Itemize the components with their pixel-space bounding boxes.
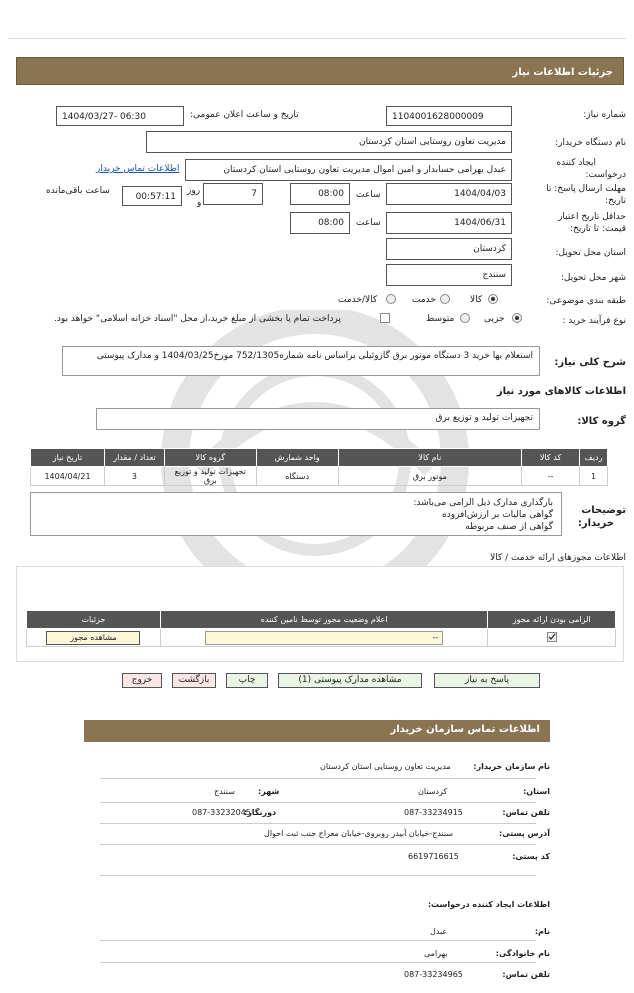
process-medium-radio[interactable] xyxy=(460,313,470,323)
announce-field: 1404/03/27- 06:30 xyxy=(56,106,184,126)
buyer-note-line: گواهی از صنف مربوطه xyxy=(465,522,553,532)
cell-permit-details xyxy=(27,629,161,647)
exit-button[interactable]: خروج xyxy=(122,673,162,688)
buyer-note-line: گواهی مالیات بر ارزش‌افزوده xyxy=(442,510,553,520)
category-service-label: خدمت xyxy=(412,295,436,305)
announce-label: تاریخ و ساعت اعلان عمومی: xyxy=(190,110,299,120)
remaining-time-field: 00:57:11 xyxy=(122,186,182,206)
contact-phone-label: تلفن تماس: xyxy=(502,808,550,817)
table-row xyxy=(27,629,616,647)
permits-table xyxy=(26,610,616,647)
cell-date: 1404/04/21 xyxy=(31,467,105,486)
cell-row: 1 xyxy=(580,467,608,486)
process-partial-radio[interactable] xyxy=(512,313,522,323)
contact-province-label: استان: xyxy=(523,787,550,796)
col-code: کد کالا xyxy=(522,449,580,467)
city-field: سنندج xyxy=(386,264,512,286)
creator-field: عبدل بهرامی حسابدار و امین اموال مدیریت تعاون روستایی استان کردستان xyxy=(185,159,512,181)
col-permit-details: جزئیات xyxy=(27,611,161,629)
view-attachments-button[interactable]: مشاهده مدارک پیوستی (1) xyxy=(278,673,422,688)
creator-last-name-value: بهرامی xyxy=(424,949,448,958)
process-medium-label: متوسط xyxy=(426,314,455,324)
contact-org-value: مدیریت تعاون روستایی استان کردستان xyxy=(320,762,451,771)
creator-info-title: اطلاعات ایجاد کننده درخواست: xyxy=(427,900,550,909)
category-both-radio[interactable] xyxy=(386,294,396,304)
creator-label-2: درخواست: xyxy=(585,170,626,180)
contact-city-value: سنندج xyxy=(214,787,235,796)
contact-section-title: اطلاعات تماس سازمان خریدار xyxy=(84,720,550,742)
reply-button[interactable]: پاسخ به نیاز xyxy=(434,673,540,688)
creator-last-name-label: نام خانوادگی: xyxy=(495,949,550,958)
process-partial-label: جزیی xyxy=(484,314,505,324)
cell-code: -- xyxy=(522,467,580,486)
buyer-notes-box xyxy=(30,492,562,536)
category-both-label: کالا/خدمت xyxy=(338,295,378,305)
check-icon xyxy=(548,633,556,641)
deadline-time-label: ساعت xyxy=(356,190,381,200)
province-field: کردستان xyxy=(386,238,512,260)
validity-time-label: ساعت xyxy=(356,218,381,228)
contact-org-label: نام سازمان خریدار: xyxy=(473,762,550,771)
col-permit-status: اعلام وضعیت مجوز توسط نامین کننده xyxy=(160,611,488,629)
table-row xyxy=(31,467,608,486)
buyer-contact-link[interactable]: اطلاعات تماس خریدار xyxy=(96,164,180,174)
view-permit-button[interactable]: مشاهده مجوز xyxy=(46,631,140,645)
cell-unit: دستگاه xyxy=(256,467,338,486)
treasury-note: پرداخت تمام یا بخشی از مبلغ خرید،از محل "اسناد خزانه اسلامی" خواهد بود. xyxy=(54,314,342,324)
print-button[interactable]: چاپ xyxy=(226,673,268,688)
summary-label: شرح کلی نیاز: xyxy=(554,357,626,368)
creator-phone-label: تلفن تماس: xyxy=(502,970,550,979)
buyer-note-line: بارگذاری مدارک ذیل الزامی می‌باشد: xyxy=(413,498,553,508)
validity-label: حداقل تاریخ اعتبار xyxy=(558,212,626,222)
contact-fax-value: 087-33232045 xyxy=(192,808,251,817)
goods-group-field: تجهیزات تولید و توزیع برق xyxy=(96,408,540,430)
validity-label-2: قیمت: تا تاریخ: xyxy=(570,224,626,234)
need-number-field: 1104001628000009 xyxy=(386,106,512,126)
days-label: روز xyxy=(187,186,201,196)
goods-table xyxy=(30,448,608,486)
contact-postal-value: 6619716615 xyxy=(408,852,459,861)
cell-name: موتور برق xyxy=(338,467,522,486)
contact-province-value: کردستان xyxy=(418,787,448,796)
col-group: گروه کالا xyxy=(164,449,256,467)
back-button[interactable]: بازگشت xyxy=(172,673,216,688)
deadline-label-2: تاریخ: xyxy=(605,196,626,206)
permits-title: اطلاعات مجوزهای ارائه خدمت / کالا xyxy=(490,553,626,563)
buyer-notes-label: توضیحات xyxy=(581,505,626,516)
process-label: نوع فرآیند خرید : xyxy=(562,316,626,326)
days-and-label: و xyxy=(197,198,202,208)
col-qty: تعداد / مقدار xyxy=(105,449,165,467)
treasury-checkbox[interactable] xyxy=(380,313,390,323)
col-row: ردیف xyxy=(580,449,608,467)
creator-label: ایجاد کننده xyxy=(556,158,596,168)
col-unit: واحد شمارش xyxy=(256,449,338,467)
creator-first-name-label: نام: xyxy=(534,927,550,936)
contact-postal-label: کد پستی: xyxy=(512,852,550,861)
buyer-notes-label-2: خریدار: xyxy=(577,518,614,529)
contact-city-label: شهر: xyxy=(258,787,280,796)
cell-group: تجهیزات تولید و توزیع برق xyxy=(164,467,256,486)
cell-qty: 3 xyxy=(105,467,165,486)
creator-phone-value: 087-33234965 xyxy=(404,970,463,979)
deadline-date-field: 1404/04/03 xyxy=(386,183,512,205)
buyer-org-label: نام دستگاه خریدار: xyxy=(555,138,626,148)
col-permit-required: الزامی بودن ارائه مجوز xyxy=(488,611,616,629)
summary-field: استعلام بها خرید 3 دستگاه موتور برق گازوئیلی براساس نامه شماره752/1305 مورخ1404/03/25 و مدارک پیوستی xyxy=(62,346,540,376)
validity-time-field: 08:00 xyxy=(290,212,350,234)
contact-phone-value: 087-33234915 xyxy=(404,808,463,817)
category-label: طبقه بندی موضوعی: xyxy=(546,296,626,306)
col-name: نام کالا xyxy=(338,449,522,467)
need-number-label: شماره نیاز: xyxy=(583,110,626,120)
deadline-time-field: 08:00 xyxy=(290,183,350,205)
creator-first-name-value: عبدل xyxy=(430,927,448,936)
permit-status-field: -- xyxy=(205,631,443,645)
city-label: شهر محل تحویل: xyxy=(560,273,626,283)
contact-address-label: آدرس پستی: xyxy=(499,829,550,838)
page-title: جزئیات اطلاعات نیاز xyxy=(16,57,624,85)
category-goods-radio[interactable] xyxy=(488,294,498,304)
contact-address-value: سنندج-خیابان آبیدر روبروی-خیابان معراج جنب ثبت احوال xyxy=(264,829,454,838)
permit-required-checkbox xyxy=(547,632,557,642)
goods-group-label: گروه کالا: xyxy=(577,416,626,427)
goods-info-title: اطلاعات کالاهای مورد نیاز xyxy=(496,386,626,397)
top-divider xyxy=(8,38,626,39)
cell-permit-required xyxy=(488,629,616,647)
cell-permit-status xyxy=(160,629,488,647)
category-service-radio[interactable] xyxy=(440,294,450,304)
validity-date-field: 1404/06/31 xyxy=(386,212,512,234)
province-label: استان محل تحویل: xyxy=(555,248,626,258)
days-field: 7 xyxy=(203,183,263,205)
contact-fax-label: دورنگار: xyxy=(244,808,277,817)
deadline-label: مهلت ارسال پاسخ: تا xyxy=(546,184,626,194)
buyer-org-field: مدیریت تعاون روستایی استان کردستان xyxy=(146,131,512,153)
remaining-label: ساعت باقی‌مانده xyxy=(46,186,110,196)
col-date: تاریخ نیاز xyxy=(31,449,105,467)
category-goods-label: کالا xyxy=(470,295,483,305)
